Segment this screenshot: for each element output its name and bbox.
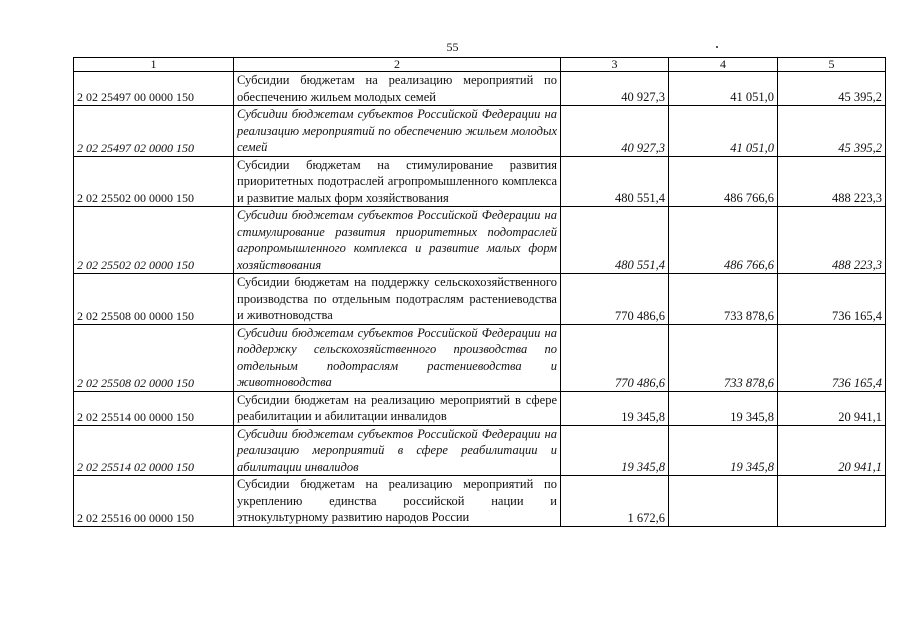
- amount-col-5: 45 395,2: [778, 72, 886, 106]
- amount-col-3: 480 551,4: [561, 156, 669, 207]
- table-row: [74, 425, 886, 476]
- budget-code: 2 02 25497 02 0000 150: [74, 106, 234, 157]
- amount-col-5: 20 941,1: [778, 425, 886, 476]
- budget-code: 2 02 25514 00 0000 150: [74, 391, 234, 425]
- table-row: [74, 156, 886, 207]
- amount-col-4: 733 878,6: [669, 324, 778, 391]
- amount-col-3: 480 551,4: [561, 207, 669, 274]
- table-row: [74, 476, 886, 527]
- amount-col-5: 736 165,4: [778, 324, 886, 391]
- amount-col-5: 45 395,2: [778, 106, 886, 157]
- budget-description: Субсидии бюджетам субъектов Российской Федерации на реализацию мероприятий в сфере реабилитации и абилитации инвалидов: [234, 425, 561, 476]
- budget-description: Субсидии бюджетам на реализацию мероприятий по обеспечению жильем молодых семей: [234, 72, 561, 106]
- budget-description: Субсидии бюджетам субъектов Российской Федерации на реализацию мероприятий по обеспечению жильем молодых семей: [234, 106, 561, 157]
- column-header-year-1: 3: [561, 58, 669, 72]
- budget-code: 2 02 25508 02 0000 150: [74, 324, 234, 391]
- amount-col-3: 40 927,3: [561, 72, 669, 106]
- budget-code: 2 02 25516 00 0000 150: [74, 476, 234, 527]
- amount-col-4: 41 051,0: [669, 106, 778, 157]
- amount-col-3: 19 345,8: [561, 425, 669, 476]
- amount-col-3: 19 345,8: [561, 391, 669, 425]
- table-row: [74, 207, 886, 274]
- budget-code: 2 02 25508 00 0000 150: [74, 274, 234, 325]
- budget-description: Субсидии бюджетам на реализацию мероприятий в сфере реабилитации и абилитации инвалидов: [234, 391, 561, 425]
- amount-col-3: 1 672,6: [561, 476, 669, 527]
- budget-description: Субсидии бюджетам на поддержку сельскохозяйственного производства по отдельным подотраслям растениеводства и животноводства: [234, 274, 561, 325]
- amount-col-5: 736 165,4: [778, 274, 886, 325]
- amount-col-4: 19 345,8: [669, 391, 778, 425]
- column-header-year-3: 5: [778, 58, 886, 72]
- amount-col-3: 770 486,6: [561, 324, 669, 391]
- column-header-year-2: 4: [669, 58, 778, 72]
- amount-col-5: 488 223,3: [778, 156, 886, 207]
- amount-col-5: 488 223,3: [778, 207, 886, 274]
- header-row: [74, 58, 886, 72]
- scan-speck: [716, 46, 718, 48]
- column-header-code: 1: [74, 58, 234, 72]
- amount-col-3: 40 927,3: [561, 106, 669, 157]
- budget-description: Субсидии бюджетам субъектов Российской Федерации на стимулирование развития приоритетных подотраслей агропромышленного комплекса и развитие малых форм хозяйствования: [234, 207, 561, 274]
- table-row: [74, 274, 886, 325]
- amount-col-5: 20 941,1: [778, 391, 886, 425]
- budget-code: 2 02 25497 00 0000 150: [74, 72, 234, 106]
- budget-code: 2 02 25502 00 0000 150: [74, 156, 234, 207]
- budget-table: [73, 57, 886, 527]
- table-row: [74, 106, 886, 157]
- amount-col-4: 486 766,6: [669, 207, 778, 274]
- table-row: [74, 391, 886, 425]
- budget-description: Субсидии бюджетам на стимулирование развития приоритетных подотраслей агропромышленного комплекса и развитие малых форм хозяйствования: [234, 156, 561, 207]
- amount-col-4: 41 051,0: [669, 72, 778, 106]
- budget-code: 2 02 25502 02 0000 150: [74, 207, 234, 274]
- page-number: 55: [446, 40, 459, 54]
- amount-col-4: 733 878,6: [669, 274, 778, 325]
- budget-description: Субсидии бюджетам на реализацию мероприятий по укреплению единства российской нации и этнокультурному развитию народов России: [234, 476, 561, 527]
- table-row: [74, 72, 886, 106]
- amount-col-4: [669, 476, 778, 527]
- budget-code: 2 02 25514 02 0000 150: [74, 425, 234, 476]
- table-row: [74, 324, 886, 391]
- budget-description: Субсидии бюджетам субъектов Российской Федерации на поддержку сельскохозяйственного производства по отдельным подотраслям растениеводства и животноводства: [234, 324, 561, 391]
- amount-col-4: 19 345,8: [669, 425, 778, 476]
- amount-col-5: [778, 476, 886, 527]
- amount-col-4: 486 766,6: [669, 156, 778, 207]
- column-header-name: 2: [234, 58, 561, 72]
- amount-col-3: 770 486,6: [561, 274, 669, 325]
